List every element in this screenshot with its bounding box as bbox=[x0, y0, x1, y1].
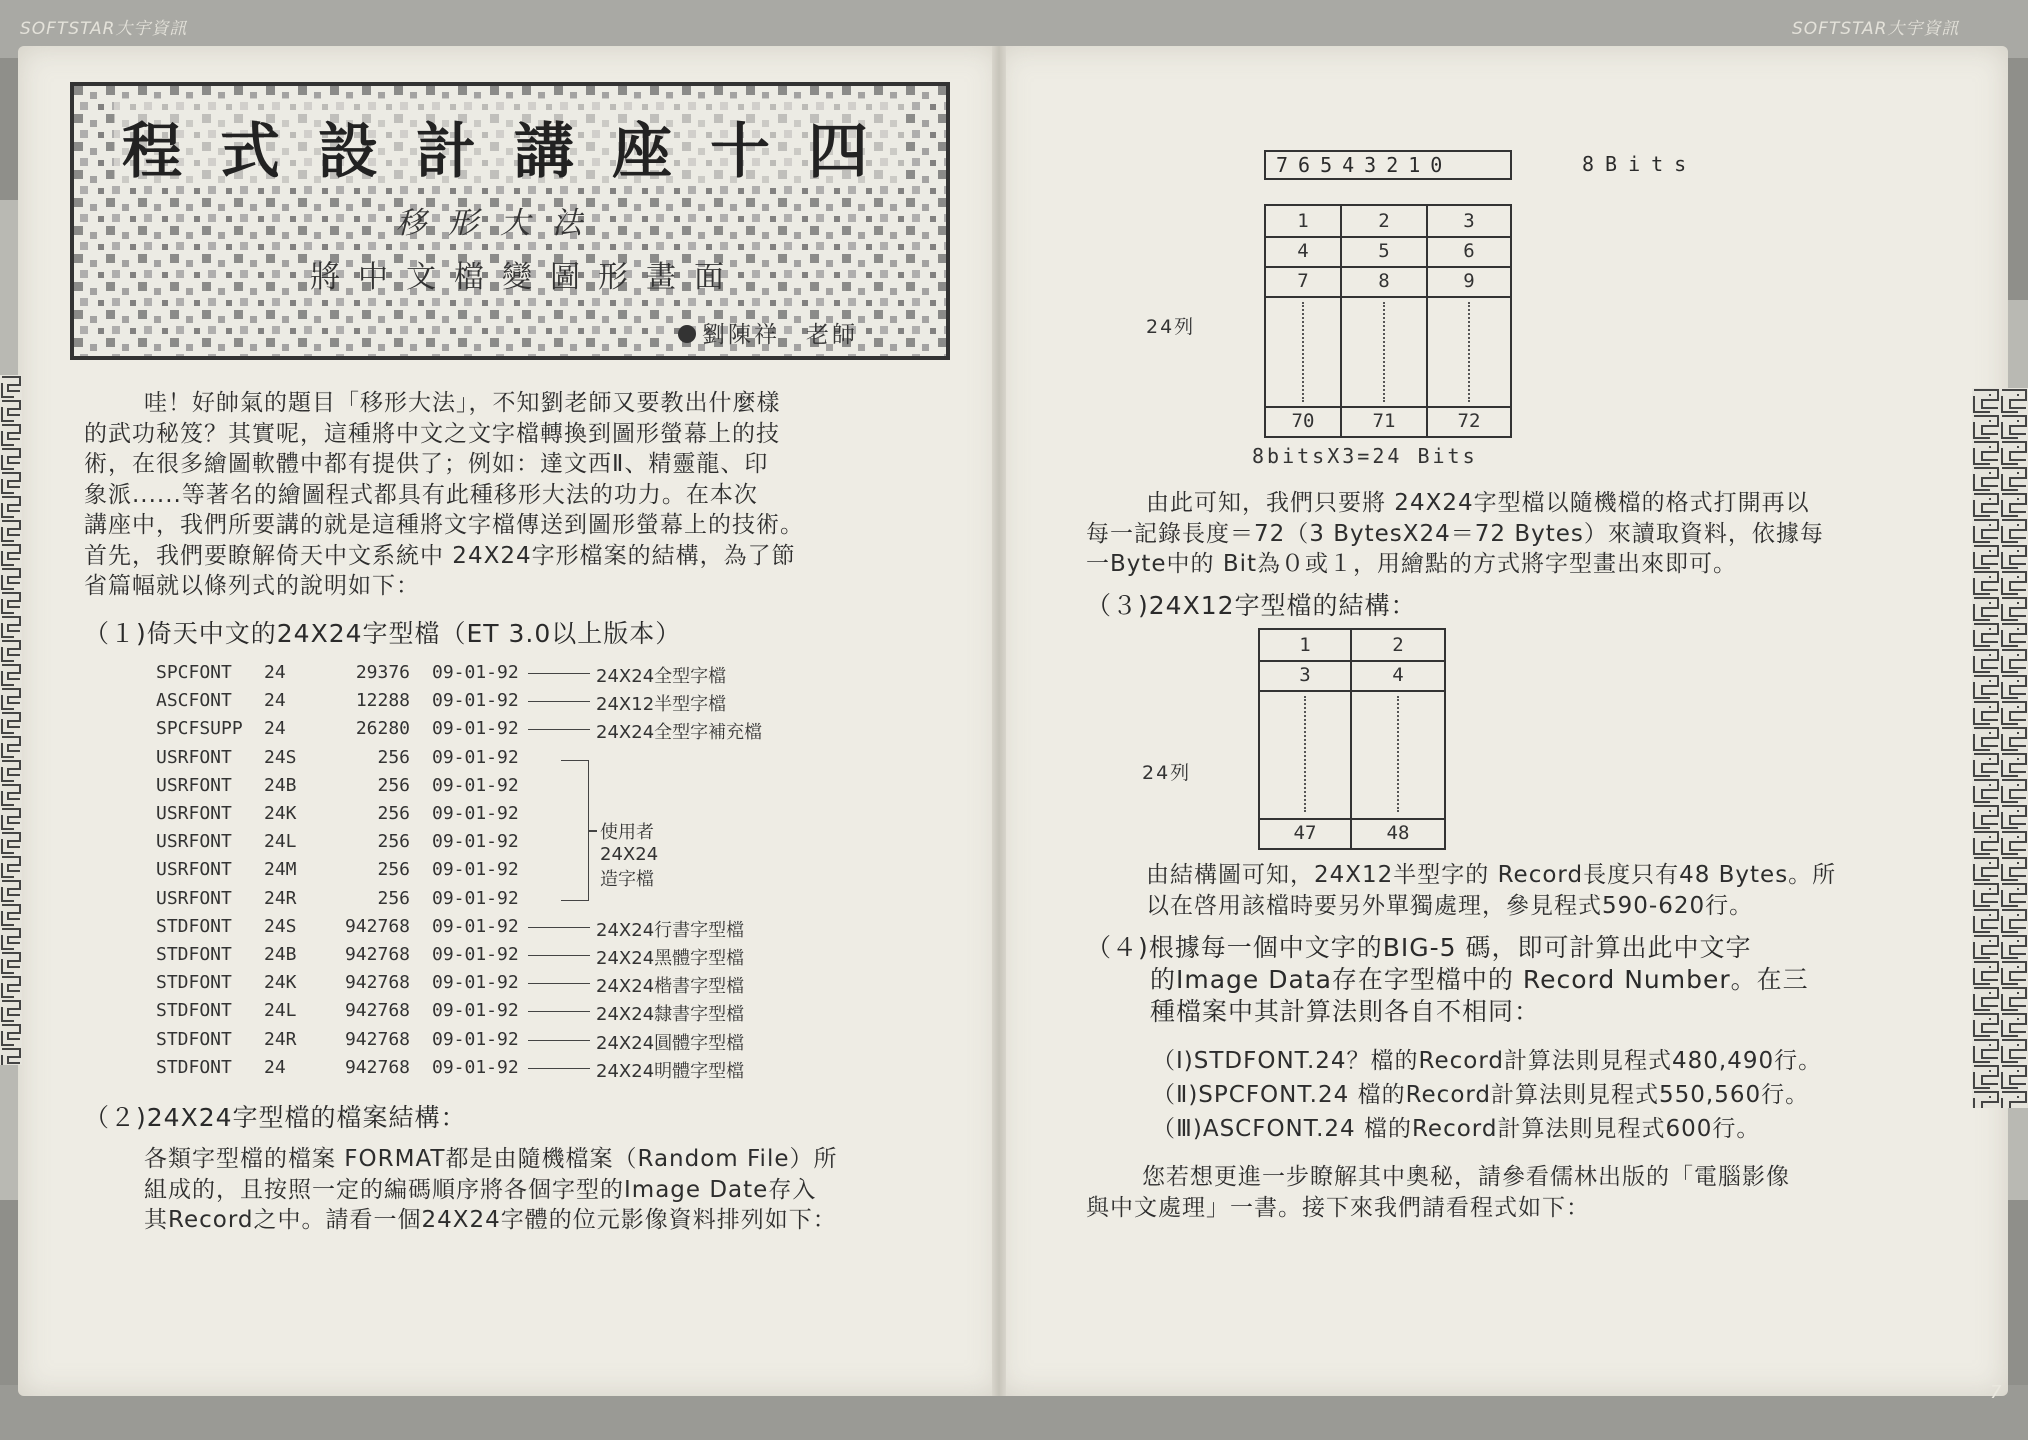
grid-divider bbox=[1266, 296, 1510, 298]
file-name: ASCFONT bbox=[156, 690, 232, 712]
grid-divider bbox=[1260, 660, 1444, 662]
rules-list bbox=[1152, 1044, 1952, 1146]
leader-line bbox=[528, 1068, 590, 1069]
grid-cell: 2 bbox=[1392, 634, 1404, 656]
leader-line bbox=[528, 1040, 590, 1041]
file-size: 942768 bbox=[344, 1000, 410, 1022]
bit-order-box: 76543210 bbox=[1264, 150, 1512, 180]
file-name: SPCFONT bbox=[156, 662, 232, 683]
group-bracket bbox=[561, 760, 589, 901]
grid-divider bbox=[1266, 406, 1510, 408]
grid-cell: 2 bbox=[1378, 210, 1390, 232]
ellipsis-dots bbox=[1383, 302, 1385, 402]
file-size: 942768 bbox=[344, 944, 410, 965]
file-date: 09-01-92 bbox=[432, 718, 519, 740]
grid-cell: 4 bbox=[1392, 664, 1404, 686]
grid-cell: 7 bbox=[1297, 270, 1309, 292]
intro-paragraph bbox=[84, 388, 934, 602]
grid-cell: 47 bbox=[1293, 822, 1317, 844]
font-grid-24x12 bbox=[1258, 628, 1446, 850]
file-date: 09-01-92 bbox=[432, 803, 519, 824]
file-description: 24X24明體字型檔 bbox=[596, 1060, 745, 1082]
group-bracket-tick bbox=[589, 830, 597, 832]
grid-cell: 70 bbox=[1291, 410, 1315, 432]
file-date: 09-01-92 bbox=[432, 887, 519, 909]
leader-line bbox=[528, 983, 590, 984]
file-name: STDFONT bbox=[156, 1056, 232, 1078]
file-name: USRFONT bbox=[156, 859, 232, 881]
file-extension: 24L bbox=[264, 831, 297, 853]
section4-line: 種檔案中其計算法則各自不相同： bbox=[1150, 997, 1541, 1026]
maze-decoration-left bbox=[0, 375, 22, 1065]
author-byline bbox=[678, 316, 858, 349]
rule-item: （Ⅲ)ASCFONT.24 檔的Record計算法則見程式600行。 bbox=[1152, 1116, 1761, 1142]
ellipsis-dots bbox=[1468, 302, 1470, 402]
file-extension: 24R bbox=[264, 887, 297, 909]
rule-item: （Ⅱ)SPCFONT.24 檔的Record計算法則見程式550,560行。 bbox=[1152, 1082, 1810, 1108]
file-date: 09-01-92 bbox=[432, 746, 519, 768]
file-name: STDFONT bbox=[156, 944, 232, 965]
grid-divider bbox=[1266, 266, 1510, 268]
article-title: 程式設計講座十四 bbox=[122, 117, 906, 187]
article-subtitle-2: 將中文檔變圖形畫面 bbox=[310, 260, 742, 295]
file-size: 942768 bbox=[344, 1028, 410, 1050]
ellipsis-dots bbox=[1397, 696, 1399, 812]
section-heading-3: （３)24X12字型檔的結構： bbox=[1086, 591, 1417, 620]
grid-cell: 6 bbox=[1463, 240, 1475, 262]
ellipsis-dots bbox=[1302, 302, 1304, 402]
explanation-line: 由此可知，我們只要將 24X24字型檔以隨機檔的格式打開再以 bbox=[1146, 490, 1810, 516]
intro-line: 術，在很多繪圖軟體中都有提供了；例如：達文西Ⅱ、精靈龍、印 bbox=[84, 451, 769, 477]
row-count-label: 24列 bbox=[1146, 316, 1196, 338]
grid-cell: 9 bbox=[1463, 270, 1475, 292]
intro-line: 講座中，我們所要講的就是這種將文字檔傳送到圖形螢幕上的技術。 bbox=[84, 512, 804, 538]
file-date: 09-01-92 bbox=[432, 662, 519, 683]
file-date: 09-01-92 bbox=[432, 774, 519, 796]
section-heading-1: （１)倚天中文的24X24字型檔（ET 3.0以上版本） bbox=[84, 619, 682, 648]
rule-item: （Ⅰ)STDFONT.24？檔的Record計算法則見程式480,490行。 bbox=[1152, 1048, 1823, 1074]
file-description: 24X24黑體字型檔 bbox=[596, 948, 745, 969]
section4-line: 的Image Data存在字型檔中的 Record Number。在三 bbox=[1150, 965, 1809, 994]
file-date: 09-01-92 bbox=[432, 831, 519, 853]
leader-line bbox=[528, 927, 590, 928]
file-name: SPCFSUPP bbox=[156, 718, 243, 740]
file-extension: 24B bbox=[264, 944, 297, 965]
file-date: 09-01-92 bbox=[432, 859, 519, 881]
file-description: 24X12半型字檔 bbox=[596, 694, 727, 716]
file-description: 24X24楷書字型檔 bbox=[596, 976, 745, 998]
file-size: 256 bbox=[377, 831, 410, 853]
file-size: 256 bbox=[377, 746, 410, 768]
row-count-label-2: 24列 bbox=[1142, 762, 1192, 784]
file-extension: 24 bbox=[264, 690, 286, 712]
file-extension: 24 bbox=[264, 1056, 286, 1078]
grid-divider bbox=[1350, 630, 1352, 848]
closing-line: 您若想更進一步瞭解其中奧秘，請參看儒林出版的「電腦影像 bbox=[1142, 1164, 1790, 1190]
file-name: STDFONT bbox=[156, 1028, 232, 1050]
file-date: 09-01-92 bbox=[432, 972, 519, 994]
grid-cell: 71 bbox=[1372, 410, 1396, 432]
closing-paragraph bbox=[1086, 1162, 1936, 1223]
user-font-group-label: 使用者24X24造字檔 bbox=[600, 822, 659, 890]
section2-line: 組成的，且按照一定的編碼順序將各個字型的Image Date存入 bbox=[144, 1176, 817, 1203]
intro-line: 首先，我們要瞭解倚天中文系統中 24X24字形檔案的結構，為了節 bbox=[84, 542, 796, 569]
structure-line: 以在啓用該檔時要另外單獨處理，參見程式590-620行。 bbox=[1146, 892, 1754, 919]
file-date: 09-01-92 bbox=[432, 1000, 519, 1022]
leader-line bbox=[528, 701, 590, 702]
intro-line: 哇！好帥氣的題目「移形大法」，不知劉老師又要教出什麼樣 bbox=[144, 390, 781, 416]
file-extension: 24R bbox=[264, 1028, 297, 1050]
file-size: 942768 bbox=[344, 915, 410, 937]
leader-line bbox=[528, 729, 590, 730]
file-date: 09-01-92 bbox=[432, 1056, 519, 1078]
section2-paragraph bbox=[84, 1144, 944, 1236]
grid-divider bbox=[1260, 818, 1444, 820]
file-size: 256 bbox=[377, 774, 410, 796]
intro-line: 省篇幅就以條列式的說明如下： bbox=[84, 573, 420, 599]
file-name: STDFONT bbox=[156, 972, 232, 994]
book-gutter bbox=[992, 46, 1006, 1396]
leader-line bbox=[528, 673, 590, 674]
file-extension: 24 bbox=[264, 718, 286, 740]
explanation-line: 每一記錄長度＝72（3 BytesX24＝72 Bytes）來讀取資料，依據每 bbox=[1086, 520, 1824, 547]
file-size: 26280 bbox=[355, 718, 410, 740]
file-name: USRFONT bbox=[156, 831, 232, 853]
file-size: 256 bbox=[377, 887, 410, 909]
author-name: 劉陳祥 老師 bbox=[702, 322, 858, 348]
grid-cell: 8 bbox=[1378, 270, 1390, 292]
file-name: USRFONT bbox=[156, 774, 232, 796]
grid-cell: 3 bbox=[1299, 664, 1311, 686]
file-extension: 24K bbox=[264, 803, 297, 824]
grid-cell: 1 bbox=[1299, 634, 1311, 656]
bullet-icon bbox=[678, 325, 696, 343]
file-name: USRFONT bbox=[156, 803, 232, 824]
leader-line bbox=[528, 1011, 590, 1012]
file-date: 09-01-92 bbox=[432, 915, 519, 937]
file-extension: 24M bbox=[264, 859, 297, 881]
closing-line: 與中文處理」一書。接下來我們請看程式如下： bbox=[1086, 1194, 1590, 1221]
grid-cell: 4 bbox=[1297, 240, 1309, 262]
intro-line: 的武功秘笈？其實呢，這種將中文之文字檔轉換到圖形螢幕上的技 bbox=[84, 420, 780, 447]
explanation-line: 一Byte中的 Bit為０或１，用繪點的方式將字型畫出來即可。 bbox=[1086, 551, 1738, 577]
file-extension: 24L bbox=[264, 1000, 297, 1022]
file-size: 256 bbox=[377, 803, 410, 824]
grid-cell: 3 bbox=[1463, 210, 1475, 232]
grid-divider bbox=[1266, 236, 1510, 238]
file-name: STDFONT bbox=[156, 1000, 232, 1022]
structure-line: 由結構圖可知，24X12半型字的 Record長度只有48 Bytes。所 bbox=[1146, 862, 1837, 888]
article-subtitle: 移形大法 bbox=[396, 206, 604, 241]
file-size: 29376 bbox=[355, 662, 410, 683]
file-extension: 24S bbox=[264, 915, 297, 937]
file-description: 24X24圓體字型檔 bbox=[596, 1032, 745, 1054]
grid-cell: 5 bbox=[1378, 240, 1390, 262]
title-box bbox=[70, 82, 950, 360]
structure-paragraph bbox=[1146, 860, 1946, 921]
file-size: 942768 bbox=[344, 1056, 410, 1078]
bits-label: 8Bits bbox=[1582, 152, 1698, 176]
file-date: 09-01-92 bbox=[432, 944, 519, 965]
section4-line: （４)根據每一個中文字的BIG-5 碼，即可計算出此中文字 bbox=[1086, 933, 1752, 962]
section-heading-2: （２)24X24字型檔的檔案結構： bbox=[84, 1103, 467, 1132]
brand-right: SOFTSTAR大宇資訊 bbox=[1792, 19, 1960, 39]
file-date: 09-01-92 bbox=[432, 1028, 519, 1050]
file-name: STDFONT bbox=[156, 915, 232, 937]
brand-left: SOFTSTAR大宇資訊 bbox=[20, 19, 188, 39]
file-extension: 24S bbox=[264, 746, 297, 768]
maze-decoration-right bbox=[1972, 388, 2028, 1108]
file-name: USRFONT bbox=[156, 746, 232, 768]
file-date: 09-01-92 bbox=[432, 690, 519, 712]
file-description: 24X24全型字檔 bbox=[596, 666, 727, 687]
file-size: 12288 bbox=[355, 690, 410, 712]
file-extension: 24B bbox=[264, 774, 297, 796]
section2-line: 各類字型檔的檔案 FORMAT都是由隨機檔案（Random File）所 bbox=[144, 1146, 838, 1172]
grid-divider bbox=[1260, 690, 1444, 692]
grid-cell: 1 bbox=[1297, 210, 1309, 232]
font-grid-24x24 bbox=[1264, 204, 1512, 438]
file-description: 24X24全型字補充檔 bbox=[596, 722, 763, 744]
file-extension: 24K bbox=[264, 972, 297, 994]
explanation-paragraph bbox=[1086, 488, 1936, 580]
grid-cell: 72 bbox=[1457, 410, 1481, 432]
leader-line bbox=[528, 955, 590, 956]
ellipsis-dots bbox=[1304, 696, 1306, 812]
file-size: 256 bbox=[377, 859, 410, 881]
bits-caption: 8bitsX3=24 Bits bbox=[1252, 444, 1478, 468]
grid-cell: 48 bbox=[1386, 822, 1410, 844]
intro-line: 象派......等著名的繪圖程式都具有此種移形大法的功力。在本次 bbox=[84, 481, 758, 508]
section-heading-4 bbox=[1086, 932, 1809, 1028]
file-description: 24X24行書字型檔 bbox=[596, 919, 745, 941]
page-number: 7 bbox=[1990, 1382, 2002, 1403]
file-description: 24X24隸書字型檔 bbox=[596, 1004, 745, 1026]
file-name: USRFONT bbox=[156, 887, 232, 909]
section2-line: 其Record之中。請看一個24X24字體的位元影像資料排列如下： bbox=[144, 1207, 837, 1233]
file-extension: 24 bbox=[264, 662, 286, 683]
file-size: 942768 bbox=[344, 972, 410, 994]
